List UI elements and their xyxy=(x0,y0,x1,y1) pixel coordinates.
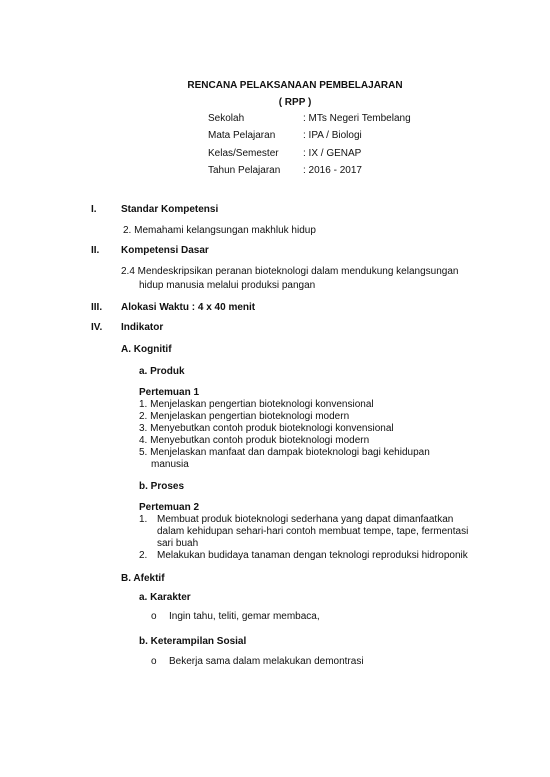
list-item-continuation: dalam kehidupan sehari-hari contoh membuat tempe, tape, fermentasi xyxy=(157,526,469,537)
list-item: 5. Menjelaskan manfaat dan dampak bioteknologi bagi kehidupan xyxy=(139,447,430,458)
section-text-line: hidup manusia melalui produksi pangan xyxy=(139,280,316,291)
list-item-number: 2. xyxy=(139,550,148,561)
list-item-continuation: manusia xyxy=(151,459,189,470)
document-subtitle: ( RPP ) xyxy=(278,97,312,108)
bullet-icon: o xyxy=(151,656,157,667)
list-item-continuation: sari buah xyxy=(157,538,199,549)
section-number: I. xyxy=(91,204,97,215)
keterampilan-sosial-heading: b. Keterampilan Sosial xyxy=(139,636,247,647)
bullet-icon: o xyxy=(151,611,157,622)
document-title: RENCANA PELAKSANAAN PEMBELAJARAN xyxy=(187,80,403,91)
section-number: III. xyxy=(91,302,103,313)
list-item: 1. Menjelaskan pengertian bioteknologi konvensional xyxy=(139,399,374,410)
proses-heading: b. Proses xyxy=(139,481,185,492)
karakter-item: Ingin tahu, teliti, gemar membaca, xyxy=(169,611,320,622)
meeting-2-heading: Pertemuan 2 xyxy=(139,502,200,513)
list-item: 3. Menyebutkan contoh produk bioteknologi konvensional xyxy=(139,423,394,434)
list-item: Membuat produk bioteknologi sederhana yang dapat dimanfaatkan xyxy=(157,514,454,525)
section-heading: Alokasi Waktu : 4 x 40 menit xyxy=(121,302,256,313)
section-heading: Standar Kompetensi xyxy=(121,204,219,215)
info-value-year: : 2016 - 2017 xyxy=(303,165,362,176)
info-value-school: : MTs Negeri Tembelang xyxy=(303,113,411,124)
list-item: 2. Menjelaskan pengertian bioteknologi modern xyxy=(139,411,350,422)
info-label-year: Tahun Pelajaran xyxy=(208,165,281,176)
afektif-heading: B. Afektif xyxy=(121,573,165,584)
section-text: 2. Memahami kelangsungan makhluk hidup xyxy=(123,225,316,236)
info-label-class: Kelas/Semester xyxy=(208,148,279,159)
meeting-1-heading: Pertemuan 1 xyxy=(139,387,200,398)
keterampilan-sosial-item: Bekerja sama dalam melakukan demontrasi xyxy=(169,656,364,667)
info-label-school: Sekolah xyxy=(208,113,245,124)
list-item-number: 1. xyxy=(139,514,148,525)
list-item: Melakukan budidaya tanaman dengan teknologi reproduksi hidroponik xyxy=(157,550,468,561)
section-heading: Indikator xyxy=(121,322,164,333)
section-number: IV. xyxy=(91,322,103,333)
karakter-heading: a. Karakter xyxy=(139,592,191,603)
info-value-subject: : IPA / Biologi xyxy=(303,130,362,141)
section-heading: Kompetensi Dasar xyxy=(121,245,209,256)
section-text-line: 2.4 Mendeskripsikan peranan bioteknologi dalam mendukung kelangsungan xyxy=(121,266,459,277)
section-number: II. xyxy=(91,245,100,256)
produk-heading: a. Produk xyxy=(139,366,185,377)
info-label-subject: Mata Pelajaran xyxy=(208,130,276,141)
list-item: 4. Menyebutkan contoh produk bioteknologi modern xyxy=(139,435,370,446)
info-value-class: : IX / GENAP xyxy=(303,148,362,159)
kognitif-heading: A. Kognitif xyxy=(121,344,172,355)
